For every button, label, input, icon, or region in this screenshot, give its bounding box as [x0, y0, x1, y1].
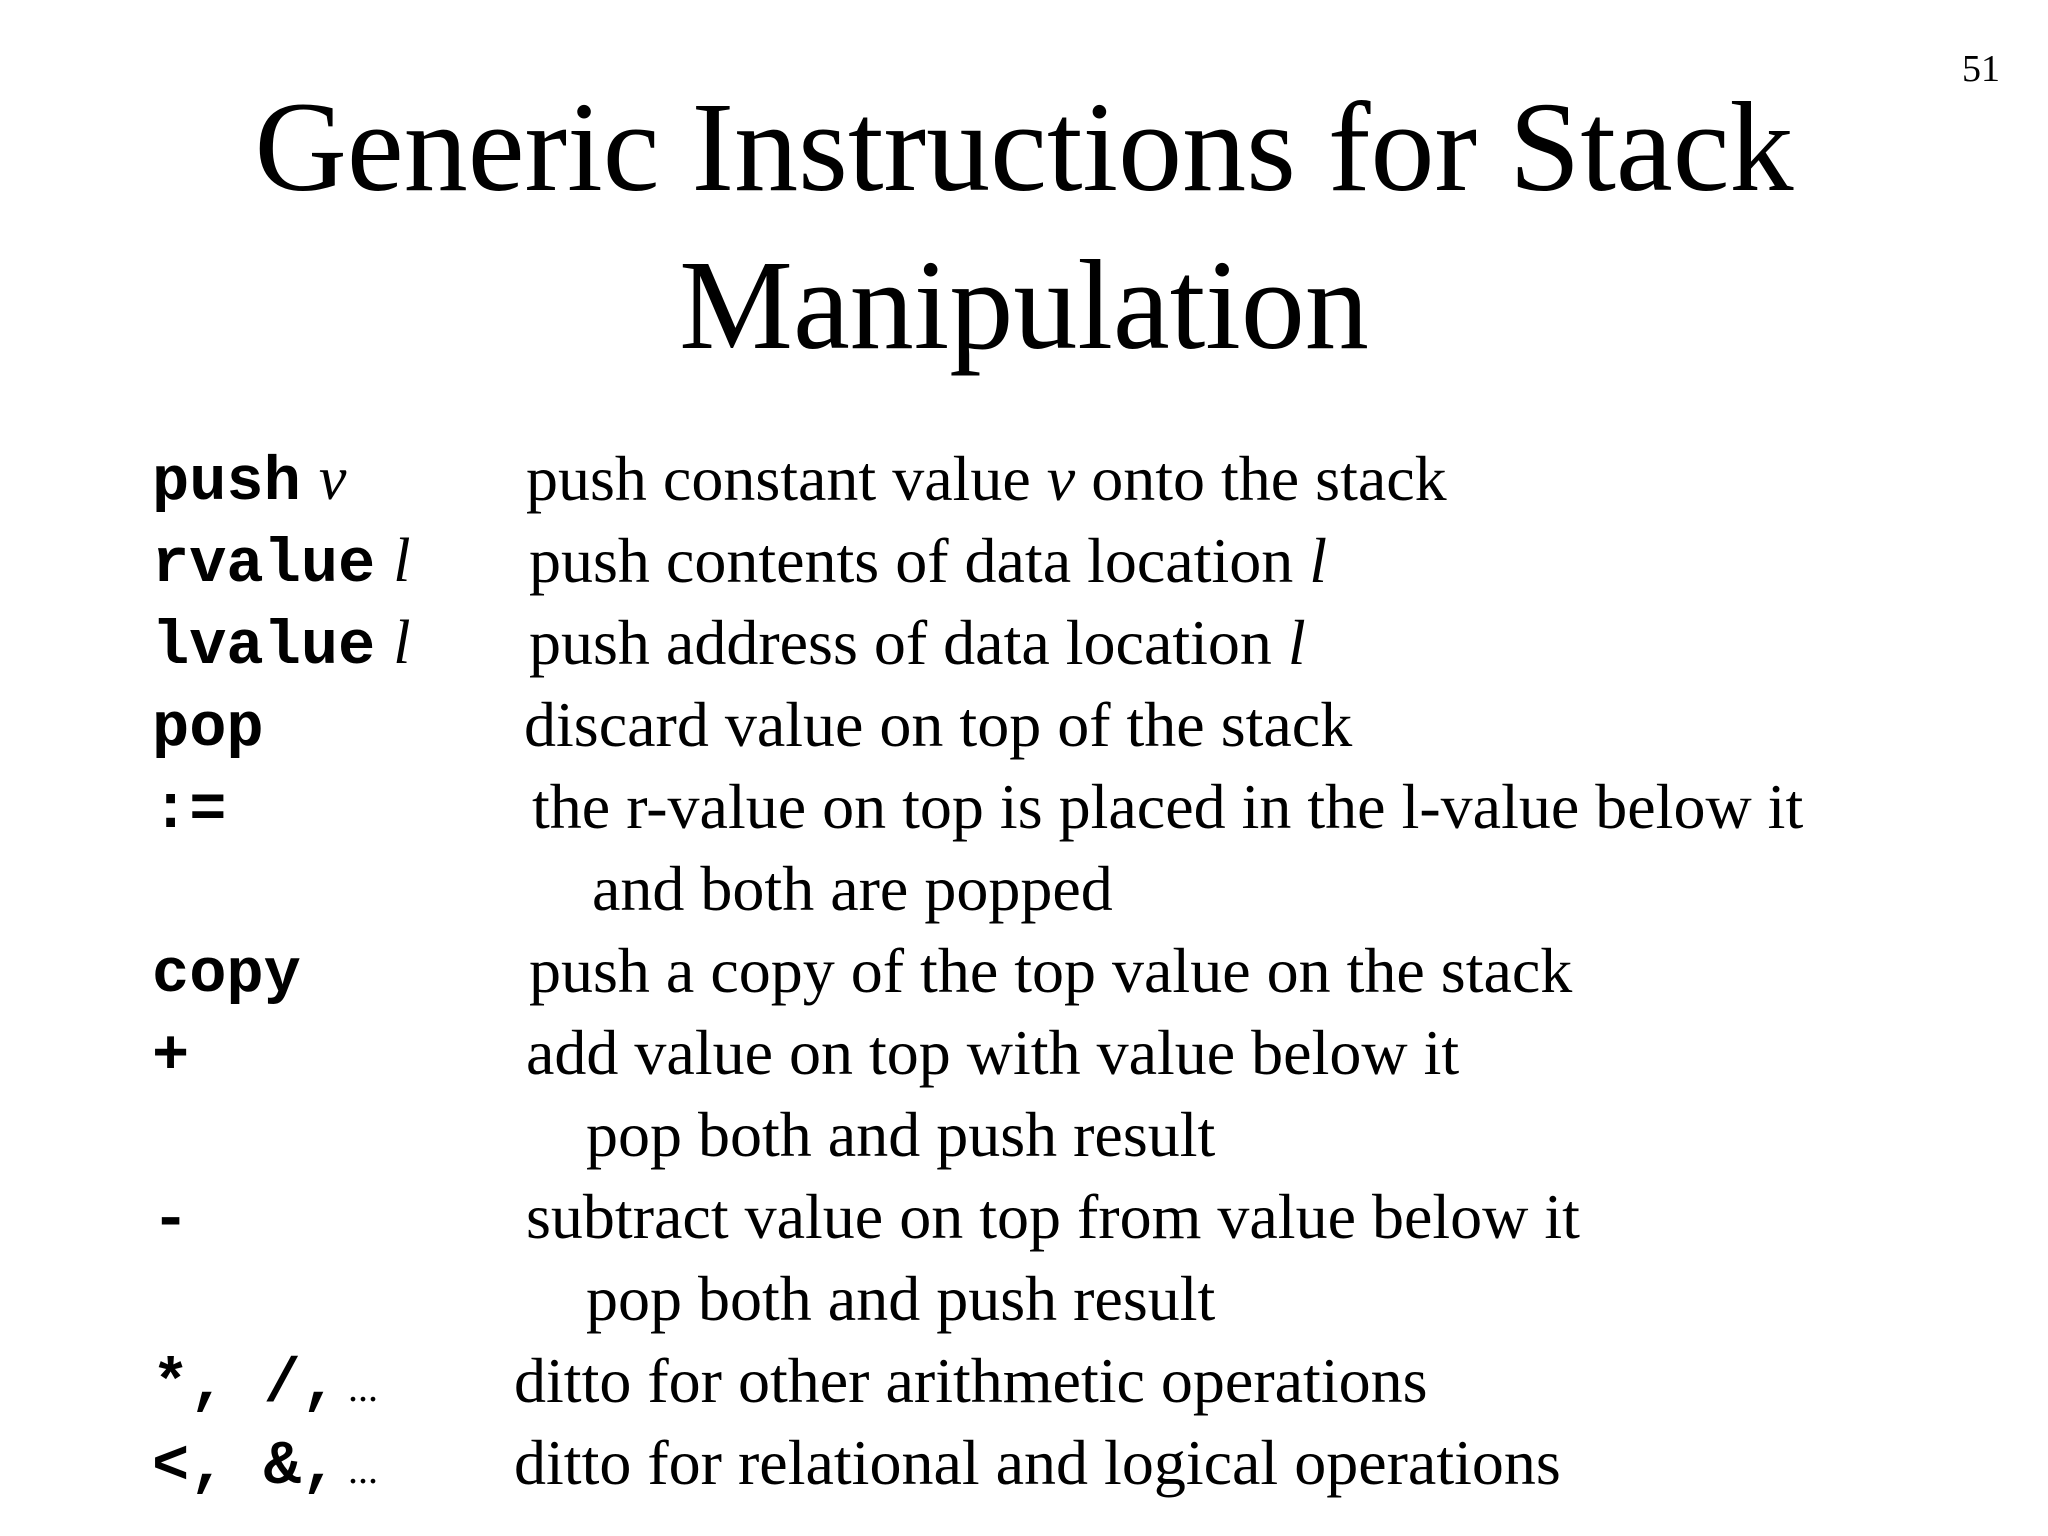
instruction-description-continuation: pop both and push result	[586, 1263, 1216, 1334]
instruction-description: push address of data location l	[529, 607, 1306, 678]
instruction-op: -	[152, 1185, 190, 1256]
instruction-description-continuation: pop both and push result	[586, 1099, 1216, 1170]
instruction-op: push v	[152, 445, 347, 518]
instruction-description: push a copy of the top value on the stack	[529, 935, 1573, 1006]
slide-title-line-2: Manipulation	[679, 234, 1369, 376]
instruction-description: add value on top with value below it pop both and push result	[526, 1012, 1459, 1176]
instruction-op: rvalue l	[152, 527, 411, 600]
instruction-op: pop	[152, 693, 264, 764]
instruction-description: ditto for relational and logical operations	[514, 1427, 1561, 1498]
slide-title-line-1: Generic Instructions for Stack	[254, 76, 1794, 218]
instruction-description: ditto for other arithmetic operations	[514, 1345, 1428, 1416]
slide-title	[0, 68, 2048, 384]
instruction-row-arithmetic	[0, 1340, 2048, 1422]
instruction-description: push contents of data location l	[529, 525, 1328, 596]
instruction-op: *, /, ...	[152, 1349, 379, 1420]
instruction-row-relational	[0, 1422, 2048, 1504]
instruction-description: subtract value on top from value below it pop both and push result	[526, 1176, 1580, 1340]
instruction-row-copy	[0, 930, 2048, 1012]
instruction-row-push	[0, 438, 2048, 520]
instruction-row-lvalue	[0, 602, 2048, 684]
instruction-description: push constant value v onto the stack	[526, 443, 1447, 514]
instruction-row-assign	[0, 766, 2048, 930]
instruction-description-continuation: and both are popped	[592, 853, 1113, 924]
instruction-op: <, &, ...	[152, 1431, 379, 1502]
instruction-row-add	[0, 1012, 2048, 1176]
instruction-op: lvalue l	[152, 609, 411, 682]
instruction-row-pop	[0, 684, 2048, 766]
instruction-op: copy	[152, 939, 301, 1010]
instruction-description: the r-value on top is placed in the l-value below it and both are popped	[532, 766, 1803, 930]
instruction-row-rvalue	[0, 520, 2048, 602]
instruction-row-subtract	[0, 1176, 2048, 1340]
instruction-op: :=	[152, 775, 227, 846]
page-number: 51	[1962, 48, 2000, 90]
instruction-description: discard value on top of the stack	[524, 689, 1353, 760]
instruction-op: +	[152, 1021, 190, 1092]
